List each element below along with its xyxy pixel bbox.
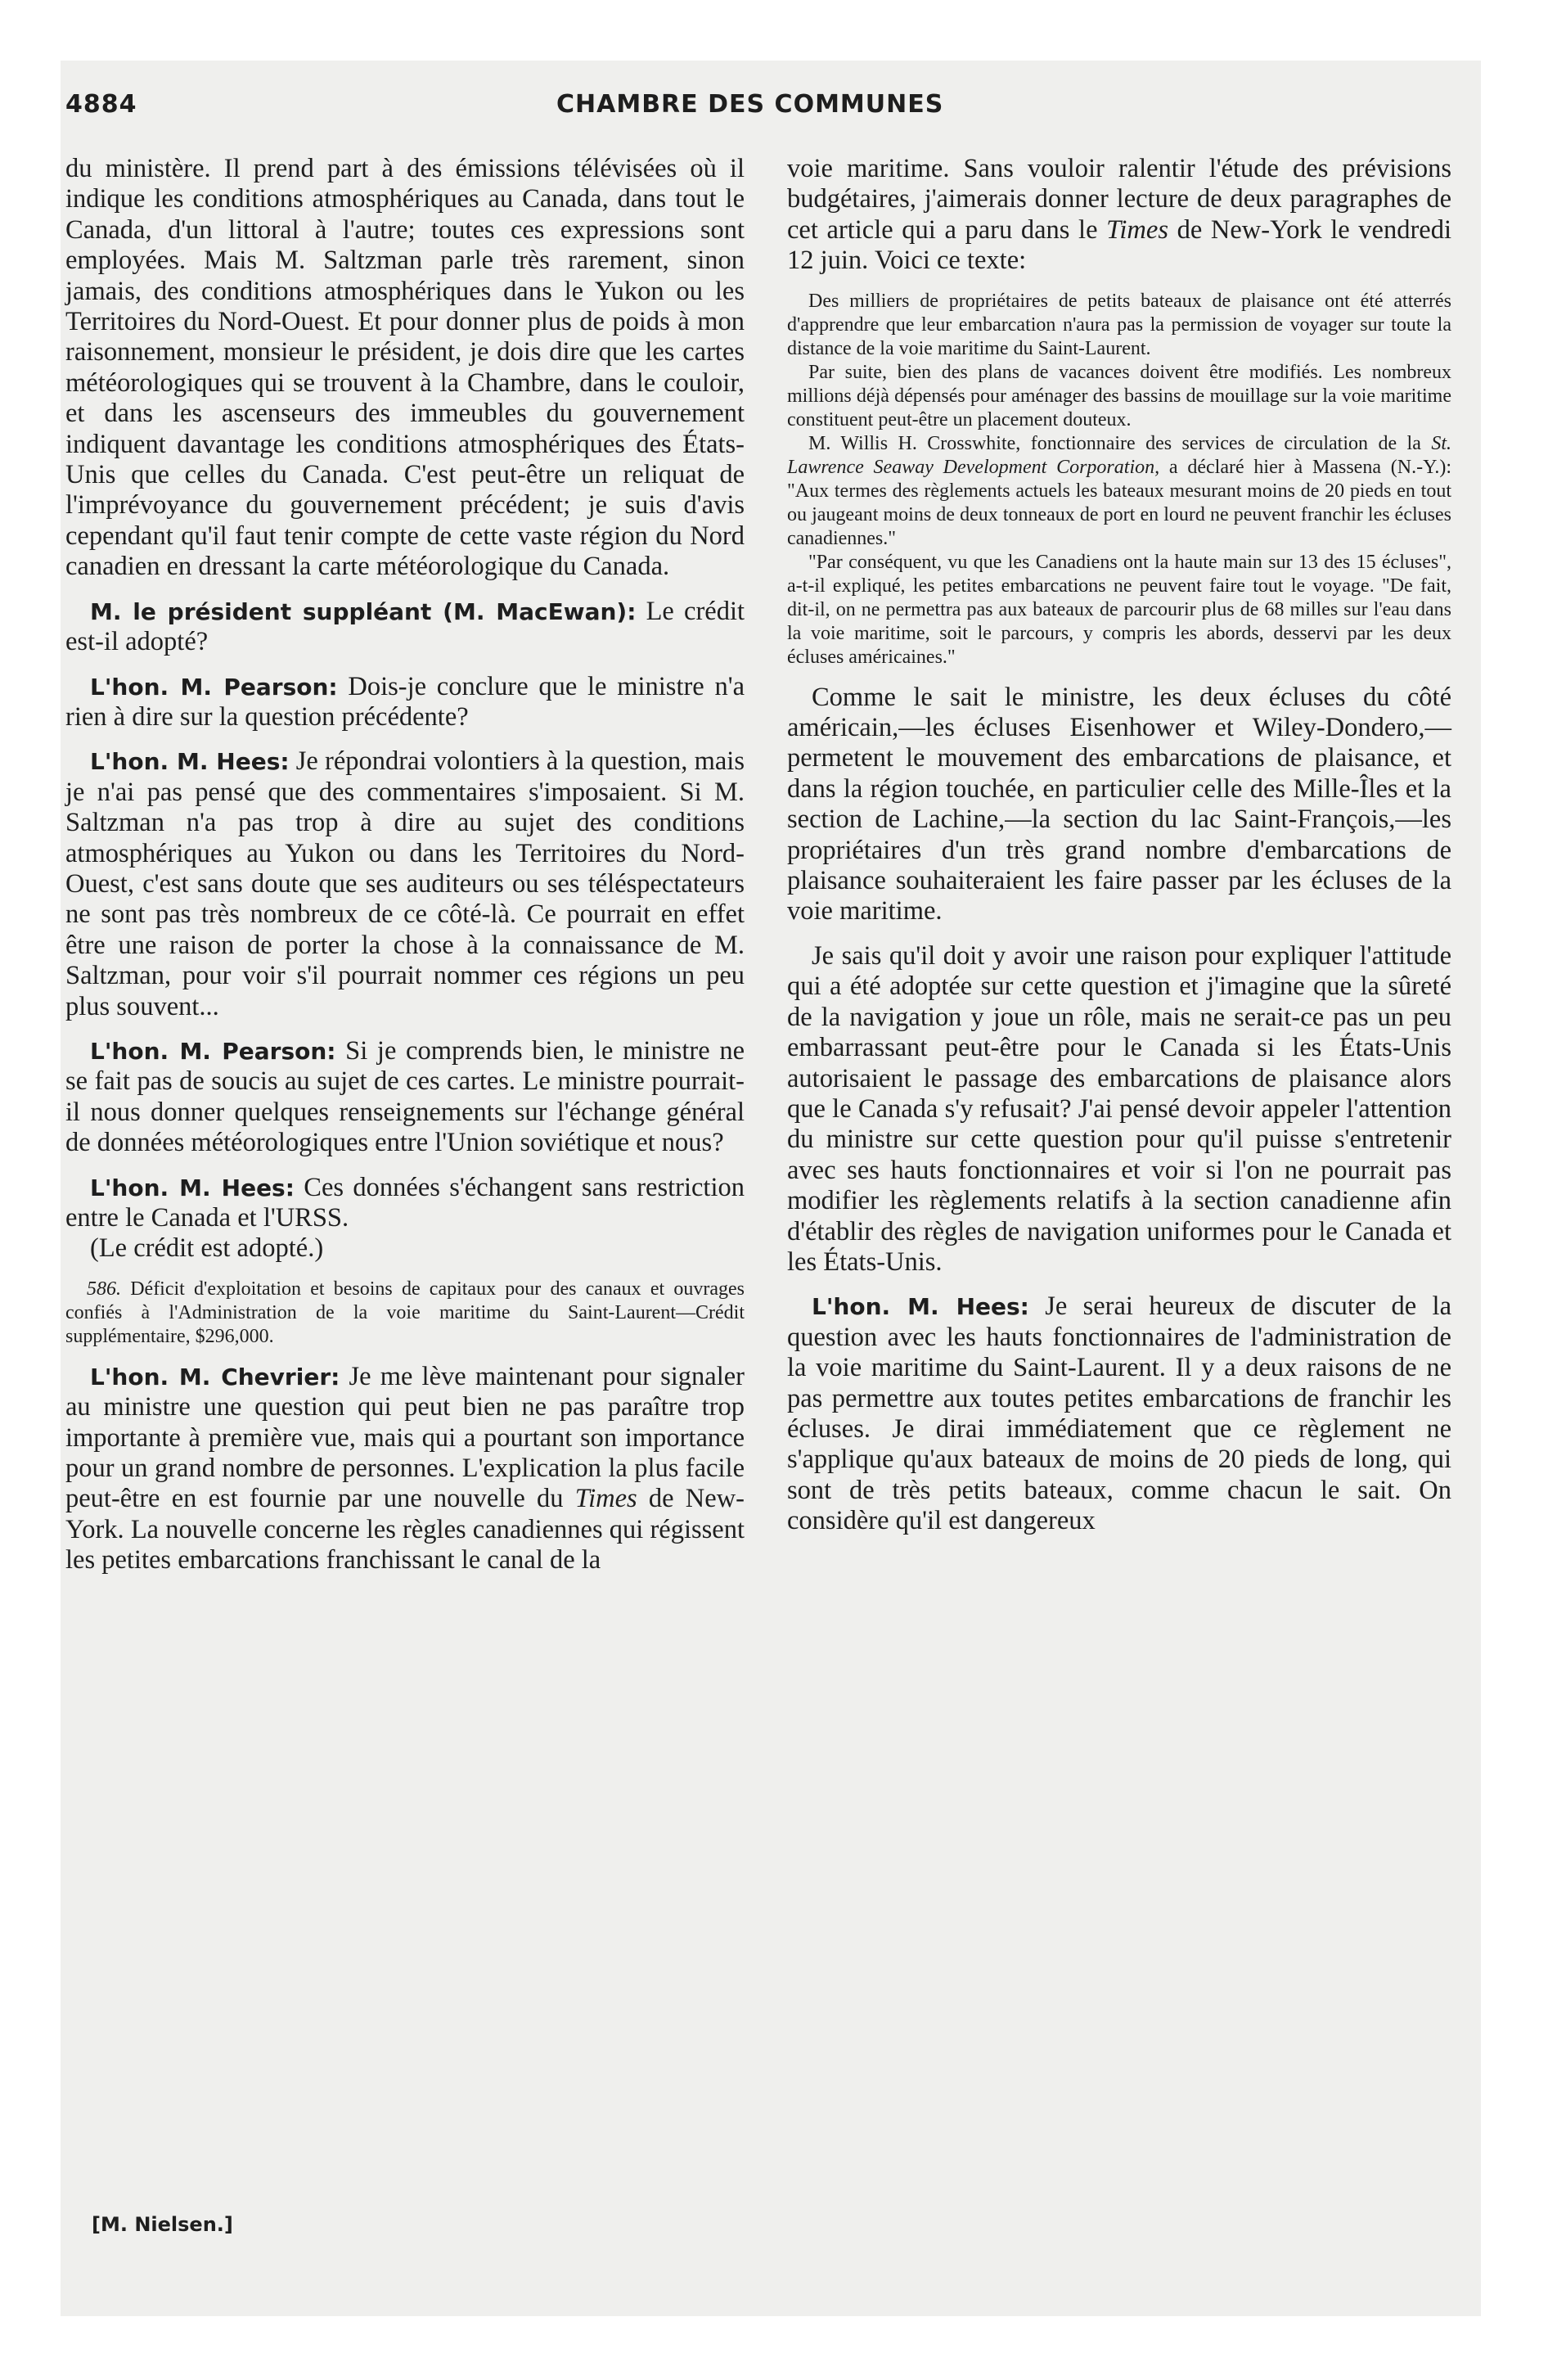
quoted-article [787,290,1451,669]
paragraph [65,1036,745,1159]
paragraph-text: voie maritime. Sans vouloir ralentir l'étude des prévisions budgétaires, j'aimerais donner lecture de deux paragraphes de cet article qui a paru dans le [787,154,1451,245]
quote-paragraph: Par suite, bien des plans de vacances doivent être modifiés. Les nombreux millions déjà dépensés pour aménager des bassins de mouillage sur la voie maritime constituent peut-être un placement douteux. [787,361,1451,430]
quote-text: M. Willis H. Crosswhite, fonctionnaire des services de circulation de la [808,432,1432,454]
speaker-name: L'hon. M. Hees: [812,1293,1029,1321]
paragraph-text: Si je comprends bien, le ministre ne se fait pas de soucis au sujet de ces cartes. Le ministre pourrait-il nous donner quelques renseignements sur l'échange général de données météorologiques entre l'Union soviétique et nous? [65,1035,745,1158]
paragraph: Je sais qu'il doit y avoir une raison pour expliquer l'attitude qui a été adoptée sur cette question et j'imagine que la sûreté de la navigation y joue un rôle, mais ne serait-ce pas un peu embarrassant peut-être pour le Canada si les États-Unis autorisaient le passage des embarcations de plaisance alors que le Canada s'y refusait? J'ai pensé devoir appeler l'attention du ministre sur cette question pour qu'il puisse s'entretenir avec ses hauts fonctionnaires et voir si l'on ne pourrait pas modifier les règlements relatifs à la section canadienne afin d'établir des règles de navigation uniformes pour le Canada et les États-Unis. [787,940,1451,1277]
quote-paragraph [787,432,1451,551]
running-head: CHAMBRE DES COMMUNES [556,90,944,119]
quote-paragraph: "Par conséquent, vu que les Canadiens ont la haute main sur 13 des 15 écluses", a-t-il expliqué, les petites embarcations ne peuvent faire tout le voyage. "De fait, dit-il, on ne permettra pas aux bateaux de parcourir plus de 68 milles sur l'eau dans la voie maritime, soit le parcours, y compris les abords, desservi par les deux écluses américaines." [787,551,1451,668]
paragraph-text: Dois-je conclure que le ministre n'a rien à dire sur la question précédente? [65,671,745,732]
paragraph-text: Je serai heureux de discuter de la question avec les hauts fonctionnaires de l'administration de la voie maritime du Saint-Laurent. Il y a deux raisons de ne pas permettre aux toutes petites embarcations de franchir les écluses. Je dirai immédiatement que ce règlement ne s'applique qu'aux bateaux de moins de 20 pieds de long, qui sont de très petits bateaux, comme chacun le sait. On considère qu'il est dangereux [787,1291,1451,1536]
footer-speaker-tag: [M. Nielsen.] [92,2213,233,2236]
italic-text: Times [1106,214,1168,245]
speaker-name: L'hon. M. Hees: [90,748,290,776]
speaker-name: L'hon. M. Chevrier: [90,1363,340,1391]
right-column [787,154,1451,1537]
paragraph [65,1173,745,1234]
paragraph [787,1291,1451,1536]
left-column [65,154,745,1576]
paragraph-text: de New-York le vendredi 12 juin. Voici ce texte: [787,214,1452,276]
speaker-name: L'hon. M. Pearson: [90,673,338,701]
vote-result [65,1233,745,1264]
paragraph-text: Je me lève maintenant pour signaler au ministre une question qui peut bien ne pas paraître trop importante à première vue, mais qui a pourtant son importance pour un grand nombre de personnes. L'explication la plus facile peut-être en est fournie par une nouvelle du [65,1361,745,1514]
paragraph-text: Le crédit est-il adopté? [65,596,745,657]
estimate-item [65,1278,745,1349]
speaker-name: L'hon. M. Hees: [90,1174,295,1201]
paragraph-text: Ces données s'échangent sans restriction entre le Canada et l'URSS. [65,1172,745,1233]
speaker-name: M. le président suppléant (M. MacEwan): [90,597,637,625]
paragraph [65,597,745,658]
item-number: 586. [87,1278,121,1300]
paragraph [65,672,745,733]
paragraph [65,154,745,583]
italic-text: Times [574,1484,637,1514]
quote-paragraph: Des milliers de propriétaires de petits bateaux de plaisance ont été atterrés d'apprendre que leur embarcation n'aura pas la permission de voyager sur toute la distance de la voie maritime du Saint-Laurent. [787,290,1451,359]
paragraph-text: du ministère. Il prend part à des émissions télévisées où il indique les conditions atmosphériques au Canada, dans tout le Canada, d'un littoral à l'autre; toutes ces expressions sont employées. Mais M. Saltzman parle très rarement, sinon jamais, des conditions atmosphériques dans le Yukon ou les Territoires du Nord-Ouest. Et pour donner plus de poids à mon raisonnement, monsieur le président, je dois dire que les cartes météorologiques qui se trouvent à la Chambre, dans le couloir, et dans les ascenseurs des immeubles du gouvernement indiquent davantage les conditions atmosphériques des États-Unis que celles du Canada. C'est peut-être un reliquat de l'imprévoyance du gouvernement précédent; je suis d'avis cependant qu'il faut tenir compte de cette vaste région du Nord canadien en dressant la carte météorologique du Canada. [65,154,745,582]
paragraph [65,1362,745,1576]
paragraph-text: (Le crédit est adopté.) [90,1233,324,1264]
paragraph [787,154,1451,277]
page-number: 4884 [65,90,137,119]
item-text: Déficit d'exploitation et besoins de capitaux pour des canaux et ouvrages confiés à l'Administration de la voie maritime du Saint-Laurent—Crédit supplémentaire, $296,000. [65,1278,745,1347]
italic-text: St. Lawrence Seaway Development Corporation, [787,432,1451,478]
paragraph-text: de New-York. La nouvelle concerne les règles canadiennes qui régissent les petites embarcations franchissant le canal de la [65,1484,745,1575]
quote-text: a déclaré hier à Massena (N.-Y.): "Aux termes des règlements actuels les bateaux mesurant moins de 20 pieds en tout ou jaugeant moins de deux tonneaux de port en lourd ne peuvent franchir les écluses canadiennes." [787,456,1451,549]
speaker-name: L'hon. M. Pearson: [90,1037,336,1065]
paragraph-text: Je répondrai volontiers à la question, mais je n'ai pas pensé que des commentaires s'imposaient. Si M. Saltzman n'a pas trop à dire au sujet des conditions atmosphériques au Yukon ou dans les Territoires du Nord-Ouest, c'est sans doute que ses auditeurs ou ses téléspectateurs ne sont pas très nombreux de ce côté-là. Ce pourrait en effet être une raison de porter la chose à la connaissance de M. Saltzman, pour voir s'il pourrait nommer ces régions un peu plus souvent... [65,746,745,1021]
paragraph: Comme le sait le ministre, les deux écluses du côté américain,—les écluses Eisenhower et Wiley-Dondero,—permetent le mouvement des embarcations de plaisance, et dans la région touchée, en particulier celle des Mille-Îles et la section de Lachine,—la section du lac Saint-François,—les propriétaires d'un très grand nombre d'embarcations de plaisance souhaiteraient les faire passer par les écluses de la voie maritime. [787,682,1451,926]
paragraph [65,746,745,1022]
